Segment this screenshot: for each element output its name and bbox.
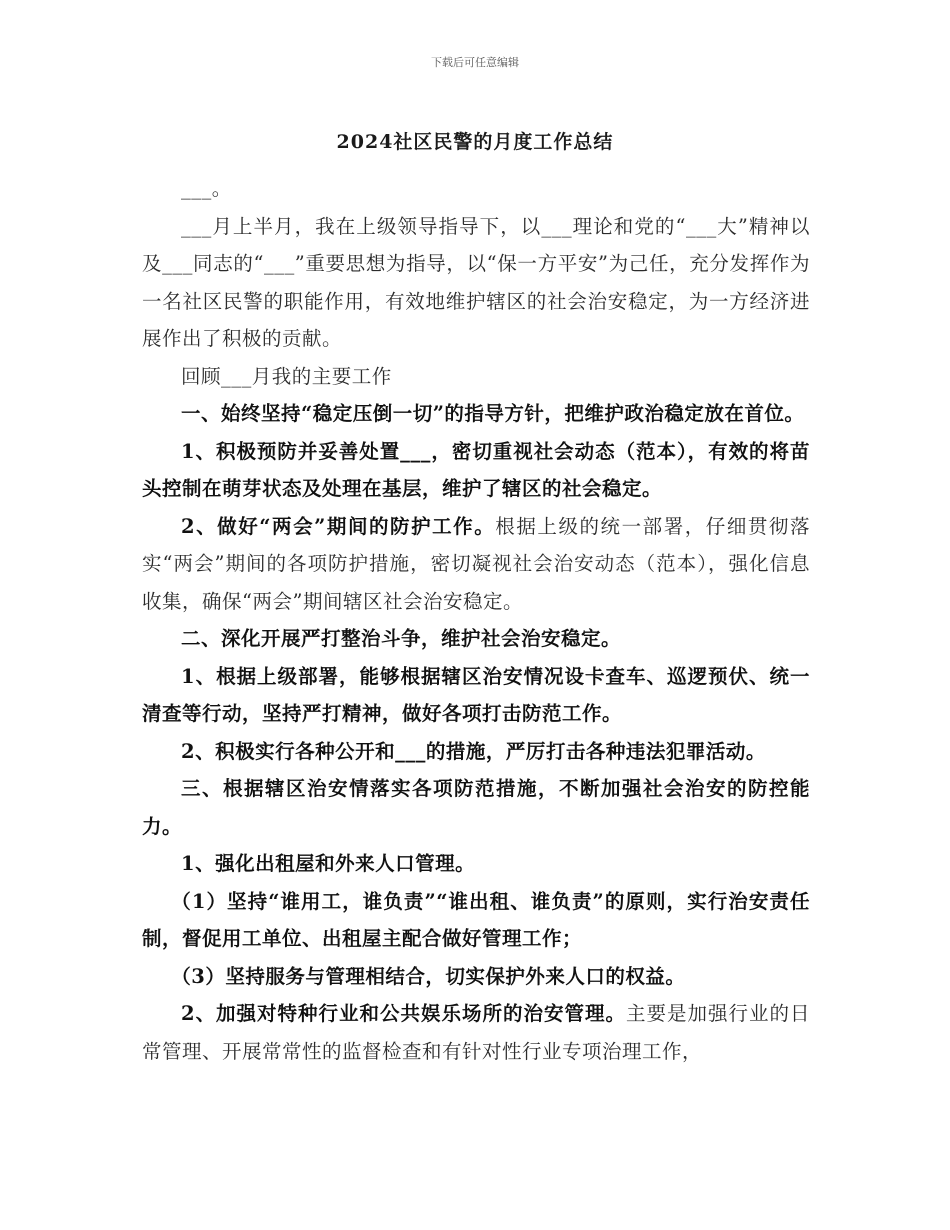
document-body xyxy=(142,170,810,1070)
item-3-2-lead: 2、加强对特种行业和公共娱乐场所的治安管理。 xyxy=(181,1002,626,1025)
item-1-2 xyxy=(142,508,810,621)
document-title: 2024社区民警的月度工作总结 xyxy=(336,131,614,153)
section-heading-3: 三、根据辖区治安情落实各项防范措施，不断加强社会治安的防控能力。 xyxy=(142,777,810,838)
item-2-1: 1、根据上级部署，能够根据辖区治安情况设卡查车、巡逻预伏、统一清查等行动，坚持严打精神，做好各项打击防范工作。 xyxy=(142,664,810,725)
item-3-1: 1、强化出租屋和外来人口管理。 xyxy=(181,852,476,875)
section-heading-1: 一、始终坚持“稳定压倒一切”的指导方针，把维护政治稳定放在首位。 xyxy=(181,402,805,425)
item-2-2: 2、积极实行各种公开和___的措施，严厉打击各种违法犯罪活动。 xyxy=(181,739,766,763)
item-3-2 xyxy=(142,995,810,1070)
item-1-1: 1、积极预防并妥善处置___，密切重视社会动态（范本），有效的将苗头控制在萌芽状态及处理在基层，维护了辖区的社会稳定。 xyxy=(142,439,810,500)
paragraph-intro-blank: ___。 xyxy=(181,177,232,200)
paragraph-intro: ___月上半月，我在上级领导指导下，以___理论和党的“___大”精神以及___同志的“___”重要思想为指导，以“保一方平安”为己任，充分发挥作为一名社区民警的职能作用，有效地维护辖区的社会治安稳定，为一方经济进展作出了积极的贡献。 xyxy=(142,214,810,350)
item-3-1-sub-1: （1）坚持“谁用工，谁负责”“谁出租、谁负责”的原则，实行治安责任制，督促用工单位、出租屋主配合做好管理工作； xyxy=(142,889,810,950)
paragraph-review-heading: 回顾___月我的主要工作 xyxy=(181,364,392,388)
item-3-2-rest: 主要是加强行业的日常管理、开展常常性的监督检查和有针对性行业专项治理工作， xyxy=(142,1002,810,1063)
item-3-1-sub-3: （3）坚持服务与管理相结合，切实保护外来人口的权益。 xyxy=(171,964,686,988)
item-1-2-rest: 根据上级的统一部署，仔细贯彻落实“两会”期间的各项防护措施，密切凝视社会治安动态（范本），强化信息收集，确保“两会”期间辖区社会治安稳定。 xyxy=(142,514,810,613)
item-1-2-lead: 2、做好“两会”期间的防护工作。 xyxy=(181,514,496,538)
page-header-note: 下载后可任意编辑 xyxy=(431,56,519,69)
section-heading-2: 二、深化开展严打整治斗争，维护社会治安稳定。 xyxy=(181,627,622,650)
